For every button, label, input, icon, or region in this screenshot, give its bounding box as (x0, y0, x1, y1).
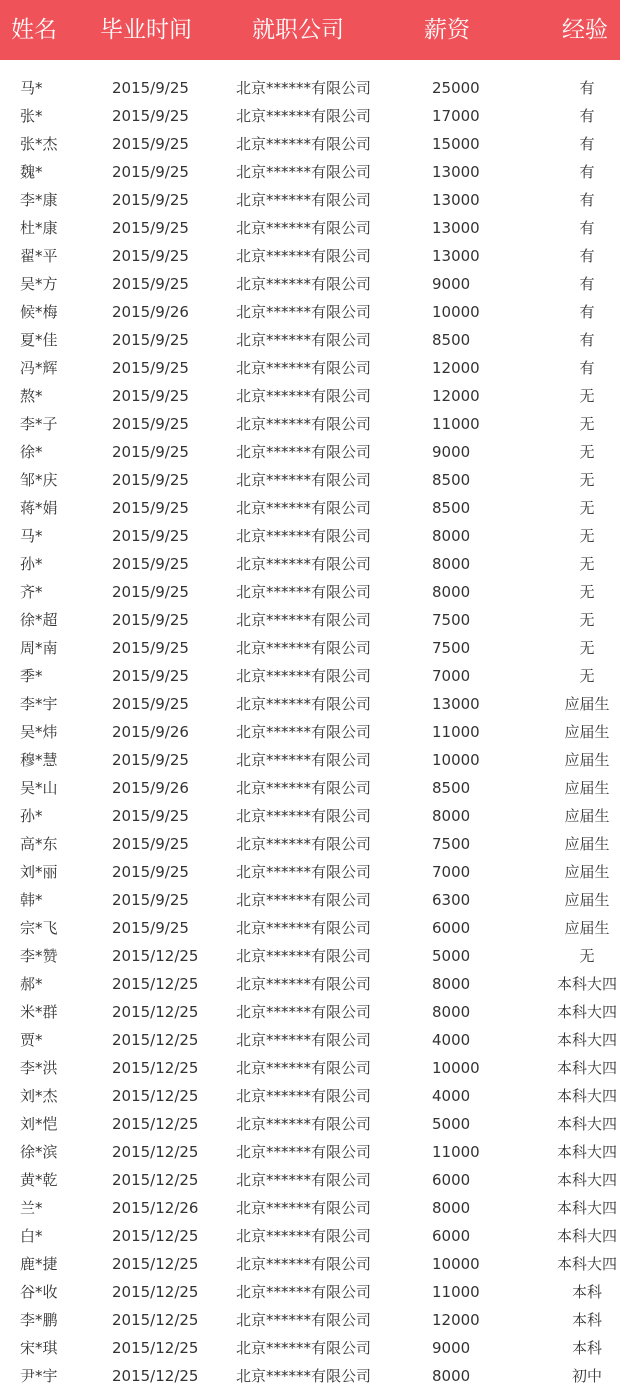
cell-salary: 6000 (432, 1171, 471, 1189)
cell-grad-date: 2015/9/25 (112, 247, 189, 265)
cell-experience: 本科大四 (556, 1031, 617, 1049)
cell-salary: 8000 (432, 583, 471, 601)
cell-experience: 有 (579, 247, 595, 265)
cell-salary: 6300 (432, 891, 471, 909)
cell-company: 北京******有限公司 (236, 1059, 372, 1077)
cell-experience: 本科大四 (556, 1003, 617, 1021)
cell-salary: 8500 (432, 331, 471, 349)
table-row (0, 1306, 620, 1334)
cell-company: 北京******有限公司 (236, 1227, 372, 1245)
table-row (0, 1166, 620, 1194)
cell-grad-date: 2015/9/25 (112, 415, 189, 433)
cell-grad-date: 2015/12/25 (112, 1115, 199, 1133)
table-row (0, 298, 620, 326)
cell-company: 北京******有限公司 (236, 1283, 372, 1301)
cell-salary: 9000 (432, 1339, 471, 1357)
cell-company: 北京******有限公司 (236, 947, 372, 965)
table-row (0, 942, 620, 970)
cell-salary: 8000 (432, 1003, 471, 1021)
cell-company: 北京******有限公司 (236, 191, 372, 209)
cell-name: 蒋*娟 (20, 499, 58, 517)
cell-salary: 5000 (432, 947, 471, 965)
cell-experience: 有 (579, 107, 595, 125)
cell-grad-date: 2015/9/25 (112, 359, 189, 377)
table-row (0, 606, 620, 634)
cell-company: 北京******有限公司 (236, 359, 372, 377)
table-row (0, 858, 620, 886)
cell-experience: 无 (579, 443, 595, 461)
cell-grad-date: 2015/9/25 (112, 443, 189, 461)
cell-company: 北京******有限公司 (236, 639, 372, 657)
table-row (0, 802, 620, 830)
header-experience: 经验 (562, 17, 608, 43)
cell-experience: 无 (579, 471, 595, 489)
cell-experience: 应届生 (564, 695, 610, 713)
cell-salary: 6000 (432, 919, 471, 937)
table-row (0, 1222, 620, 1250)
table-row (0, 1194, 620, 1222)
table-row (0, 1026, 620, 1054)
cell-company: 北京******有限公司 (236, 1311, 372, 1329)
cell-grad-date: 2015/9/25 (112, 499, 189, 517)
cell-name: 马* (20, 79, 43, 97)
cell-company: 北京******有限公司 (236, 1115, 372, 1133)
cell-grad-date: 2015/9/25 (112, 583, 189, 601)
cell-name: 米*群 (20, 1003, 58, 1021)
cell-experience: 本科大四 (556, 1059, 617, 1077)
cell-salary: 9000 (432, 275, 471, 293)
cell-grad-date: 2015/12/26 (112, 1199, 199, 1217)
cell-grad-date: 2015/12/25 (112, 1171, 199, 1189)
cell-grad-date: 2015/9/25 (112, 275, 189, 293)
table-row (0, 690, 620, 718)
cell-experience: 有 (579, 191, 595, 209)
cell-company: 北京******有限公司 (236, 247, 372, 265)
cell-salary: 7000 (432, 667, 471, 685)
cell-salary: 10000 (432, 303, 480, 321)
cell-name: 孙* (20, 807, 43, 825)
cell-experience: 本科大四 (556, 1115, 617, 1133)
table-row (0, 746, 620, 774)
cell-company: 北京******有限公司 (236, 555, 372, 573)
cell-experience: 无 (579, 527, 595, 545)
cell-salary: 10000 (432, 751, 480, 769)
cell-experience: 本科大四 (556, 975, 617, 993)
table-row (0, 522, 620, 550)
cell-experience: 无 (579, 499, 595, 517)
cell-experience: 有 (579, 275, 595, 293)
cell-grad-date: 2015/9/25 (112, 863, 189, 881)
cell-grad-date: 2015/12/25 (112, 1143, 199, 1161)
cell-salary: 10000 (432, 1059, 480, 1077)
table-row (0, 662, 620, 690)
cell-experience: 本科大四 (556, 1087, 617, 1105)
cell-grad-date: 2015/9/25 (112, 471, 189, 489)
table-row (0, 466, 620, 494)
cell-salary: 8500 (432, 471, 471, 489)
cell-grad-date: 2015/9/25 (112, 667, 189, 685)
cell-salary: 11000 (432, 415, 480, 433)
cell-name: 鹿*捷 (20, 1255, 58, 1273)
cell-experience: 本科大四 (556, 1227, 617, 1245)
cell-experience: 应届生 (564, 751, 610, 769)
cell-grad-date: 2015/9/26 (112, 779, 189, 797)
cell-salary: 8000 (432, 555, 471, 573)
cell-company: 北京******有限公司 (236, 527, 372, 545)
cell-company: 北京******有限公司 (236, 163, 372, 181)
cell-name: 尹*宇 (20, 1367, 58, 1385)
cell-salary: 13000 (432, 695, 480, 713)
cell-name: 徐*滨 (20, 1143, 58, 1161)
cell-name: 李*康 (20, 191, 58, 209)
table-row (0, 326, 620, 354)
cell-company: 北京******有限公司 (236, 1199, 372, 1217)
cell-name: 熬* (20, 387, 43, 405)
cell-name: 吴*山 (20, 779, 58, 797)
table-body (0, 74, 620, 1390)
table-row (0, 634, 620, 662)
cell-name: 刘*杰 (20, 1087, 58, 1105)
cell-company: 北京******有限公司 (236, 695, 372, 713)
cell-company: 北京******有限公司 (236, 1339, 372, 1357)
cell-experience: 有 (579, 331, 595, 349)
table-row (0, 578, 620, 606)
table-row (0, 158, 620, 186)
cell-salary: 7500 (432, 611, 471, 629)
cell-grad-date: 2015/9/25 (112, 163, 189, 181)
cell-salary: 5000 (432, 1115, 471, 1133)
cell-company: 北京******有限公司 (236, 1143, 372, 1161)
cell-experience: 无 (579, 387, 595, 405)
cell-company: 北京******有限公司 (236, 219, 372, 237)
cell-experience: 无 (579, 947, 595, 965)
cell-experience: 有 (579, 219, 595, 237)
cell-company: 北京******有限公司 (236, 1087, 372, 1105)
cell-experience: 无 (579, 583, 595, 601)
cell-company: 北京******有限公司 (236, 779, 372, 797)
cell-company: 北京******有限公司 (236, 891, 372, 909)
cell-salary: 12000 (432, 359, 480, 377)
cell-name: 冯*辉 (20, 359, 58, 377)
cell-company: 北京******有限公司 (236, 387, 372, 405)
header-grad-date: 毕业时间 (100, 17, 192, 43)
cell-grad-date: 2015/9/25 (112, 751, 189, 769)
table-row (0, 998, 620, 1026)
header-salary: 薪资 (424, 17, 470, 43)
cell-experience: 无 (579, 555, 595, 573)
cell-salary: 7500 (432, 639, 471, 657)
cell-grad-date: 2015/9/25 (112, 79, 189, 97)
cell-name: 谷*收 (20, 1283, 58, 1301)
cell-company: 北京******有限公司 (236, 583, 372, 601)
cell-name: 张*杰 (20, 135, 58, 153)
cell-name: 吴*炜 (20, 723, 58, 741)
cell-name: 夏*佳 (20, 331, 58, 349)
cell-experience: 应届生 (564, 919, 610, 937)
cell-grad-date: 2015/12/25 (112, 1255, 199, 1273)
cell-experience: 本科大四 (556, 1255, 617, 1273)
cell-company: 北京******有限公司 (236, 107, 372, 125)
cell-company: 北京******有限公司 (236, 751, 372, 769)
cell-salary: 9000 (432, 443, 471, 461)
cell-name: 兰* (20, 1199, 43, 1217)
cell-experience: 应届生 (564, 723, 610, 741)
header-company: 就职公司 (252, 17, 344, 43)
cell-salary: 8000 (432, 807, 471, 825)
cell-salary: 8000 (432, 1199, 471, 1217)
cell-company: 北京******有限公司 (236, 919, 372, 937)
cell-grad-date: 2015/9/25 (112, 555, 189, 573)
cell-company: 北京******有限公司 (236, 1171, 372, 1189)
table-row (0, 1082, 620, 1110)
cell-experience: 本科大四 (556, 1143, 617, 1161)
cell-experience: 无 (579, 611, 595, 629)
cell-name: 季* (20, 667, 43, 685)
cell-salary: 15000 (432, 135, 480, 153)
cell-experience: 应届生 (564, 891, 610, 909)
cell-experience: 应届生 (564, 807, 610, 825)
cell-name: 齐* (20, 583, 43, 601)
table-row (0, 382, 620, 410)
cell-grad-date: 2015/9/25 (112, 835, 189, 853)
table-row (0, 1278, 620, 1306)
cell-name: 邹*庆 (20, 471, 58, 489)
cell-experience: 应届生 (564, 863, 610, 881)
cell-grad-date: 2015/9/25 (112, 807, 189, 825)
cell-grad-date: 2015/12/25 (112, 1311, 199, 1329)
table-row (0, 970, 620, 998)
cell-company: 北京******有限公司 (236, 863, 372, 881)
cell-company: 北京******有限公司 (236, 499, 372, 517)
cell-experience: 本科 (571, 1283, 602, 1301)
table-row (0, 830, 620, 858)
cell-grad-date: 2015/12/25 (112, 975, 199, 993)
cell-experience: 有 (579, 303, 595, 321)
cell-experience: 应届生 (564, 779, 610, 797)
table-row (0, 186, 620, 214)
table-row (0, 1054, 620, 1082)
cell-name: 吴*方 (20, 275, 58, 293)
table-row (0, 1250, 620, 1278)
cell-company: 北京******有限公司 (236, 1003, 372, 1021)
cell-salary: 8000 (432, 527, 471, 545)
cell-salary: 13000 (432, 191, 480, 209)
cell-name: 李*鹏 (20, 1311, 58, 1329)
cell-grad-date: 2015/9/25 (112, 191, 189, 209)
cell-name: 杜*康 (20, 219, 58, 237)
cell-experience: 无 (579, 667, 595, 685)
cell-grad-date: 2015/9/25 (112, 135, 189, 153)
cell-experience: 初中 (571, 1367, 602, 1385)
table-row (0, 886, 620, 914)
cell-experience: 有 (579, 135, 595, 153)
cell-company: 北京******有限公司 (236, 667, 372, 685)
table-row (0, 270, 620, 298)
cell-name: 刘*恺 (20, 1115, 58, 1133)
cell-salary: 11000 (432, 723, 480, 741)
cell-name: 宗*飞 (20, 919, 58, 937)
cell-grad-date: 2015/12/25 (112, 1339, 199, 1357)
cell-name: 贾* (20, 1031, 43, 1049)
table-row (0, 438, 620, 466)
cell-company: 北京******有限公司 (236, 135, 372, 153)
cell-grad-date: 2015/9/25 (112, 331, 189, 349)
cell-salary: 6000 (432, 1227, 471, 1245)
cell-salary: 4000 (432, 1031, 471, 1049)
cell-grad-date: 2015/12/25 (112, 1227, 199, 1245)
cell-name: 李*洪 (20, 1059, 58, 1077)
cell-grad-date: 2015/9/25 (112, 107, 189, 125)
table-row (0, 74, 620, 102)
table-row (0, 914, 620, 942)
cell-name: 翟*平 (20, 247, 58, 265)
cell-company: 北京******有限公司 (236, 471, 372, 489)
cell-salary: 11000 (432, 1283, 480, 1301)
cell-grad-date: 2015/12/25 (112, 1087, 199, 1105)
cell-experience: 本科 (571, 1339, 602, 1357)
table-header (0, 0, 620, 60)
cell-name: 韩* (20, 891, 43, 909)
cell-company: 北京******有限公司 (236, 275, 372, 293)
cell-grad-date: 2015/9/25 (112, 387, 189, 405)
table-row (0, 1334, 620, 1362)
cell-grad-date: 2015/12/25 (112, 1283, 199, 1301)
table-row (0, 354, 620, 382)
table-row (0, 242, 620, 270)
cell-salary: 8000 (432, 975, 471, 993)
cell-salary: 17000 (432, 107, 480, 125)
cell-name: 黄*乾 (20, 1171, 58, 1189)
table-row (0, 1110, 620, 1138)
cell-company: 北京******有限公司 (236, 1031, 372, 1049)
cell-name: 孙* (20, 555, 43, 573)
cell-grad-date: 2015/9/25 (112, 919, 189, 937)
cell-company: 北京******有限公司 (236, 331, 372, 349)
table-row (0, 410, 620, 438)
cell-company: 北京******有限公司 (236, 303, 372, 321)
cell-name: 宋*琪 (20, 1339, 58, 1357)
cell-experience: 本科大四 (556, 1171, 617, 1189)
cell-name: 刘*丽 (20, 863, 58, 881)
cell-company: 北京******有限公司 (236, 1255, 372, 1273)
cell-name: 李*赞 (20, 947, 58, 965)
cell-grad-date: 2015/12/25 (112, 1031, 199, 1049)
cell-name: 徐*超 (20, 611, 58, 629)
cell-experience: 应届生 (564, 835, 610, 853)
table-row (0, 774, 620, 802)
cell-grad-date: 2015/9/25 (112, 611, 189, 629)
cell-name: 周*南 (20, 639, 58, 657)
cell-grad-date: 2015/12/25 (112, 1367, 199, 1385)
cell-salary: 8000 (432, 1367, 471, 1385)
cell-company: 北京******有限公司 (236, 415, 372, 433)
cell-experience: 本科 (571, 1311, 602, 1329)
cell-salary: 8500 (432, 779, 471, 797)
cell-name: 马* (20, 527, 43, 545)
cell-experience: 有 (579, 163, 595, 181)
cell-name: 郝* (20, 975, 43, 993)
cell-grad-date: 2015/9/25 (112, 891, 189, 909)
cell-salary: 11000 (432, 1143, 480, 1161)
cell-name: 李*宇 (20, 695, 58, 713)
cell-company: 北京******有限公司 (236, 807, 372, 825)
cell-grad-date: 2015/9/25 (112, 219, 189, 237)
cell-grad-date: 2015/9/25 (112, 695, 189, 713)
cell-name: 魏* (20, 163, 43, 181)
cell-grad-date: 2015/9/26 (112, 723, 189, 741)
cell-grad-date: 2015/12/25 (112, 947, 199, 965)
cell-experience: 无 (579, 415, 595, 433)
cell-salary: 13000 (432, 219, 480, 237)
header-name: 姓名 (11, 17, 57, 43)
table-row (0, 1138, 620, 1166)
cell-salary: 10000 (432, 1255, 480, 1273)
cell-grad-date: 2015/12/25 (112, 1059, 199, 1077)
cell-company: 北京******有限公司 (236, 79, 372, 97)
cell-experience: 本科大四 (556, 1199, 617, 1217)
cell-name: 穆*慧 (20, 751, 58, 769)
cell-salary: 12000 (432, 1311, 480, 1329)
cell-name: 徐* (20, 443, 43, 461)
table-row (0, 130, 620, 158)
cell-salary: 7500 (432, 835, 471, 853)
cell-name: 李*子 (20, 415, 58, 433)
cell-company: 北京******有限公司 (236, 443, 372, 461)
cell-salary: 13000 (432, 163, 480, 181)
cell-experience: 有 (579, 359, 595, 377)
cell-company: 北京******有限公司 (236, 975, 372, 993)
cell-salary: 12000 (432, 387, 480, 405)
cell-experience: 无 (579, 639, 595, 657)
cell-salary: 13000 (432, 247, 480, 265)
cell-grad-date: 2015/9/25 (112, 639, 189, 657)
cell-salary: 4000 (432, 1087, 471, 1105)
table-row (0, 214, 620, 242)
cell-company: 北京******有限公司 (236, 835, 372, 853)
cell-company: 北京******有限公司 (236, 611, 372, 629)
table-row (0, 718, 620, 746)
cell-name: 候*梅 (20, 303, 58, 321)
cell-name: 白* (20, 1227, 43, 1245)
table-row (0, 102, 620, 130)
cell-experience: 有 (579, 79, 595, 97)
cell-salary: 25000 (432, 79, 480, 97)
cell-grad-date: 2015/9/25 (112, 527, 189, 545)
cell-grad-date: 2015/12/25 (112, 1003, 199, 1021)
table-row (0, 494, 620, 522)
cell-company: 北京******有限公司 (236, 723, 372, 741)
table-row (0, 1362, 620, 1390)
cell-salary: 8500 (432, 499, 471, 517)
cell-company: 北京******有限公司 (236, 1367, 372, 1385)
cell-salary: 7000 (432, 863, 471, 881)
cell-name: 张* (20, 107, 43, 125)
cell-name: 高*东 (20, 835, 58, 853)
cell-grad-date: 2015/9/26 (112, 303, 189, 321)
table-row (0, 550, 620, 578)
